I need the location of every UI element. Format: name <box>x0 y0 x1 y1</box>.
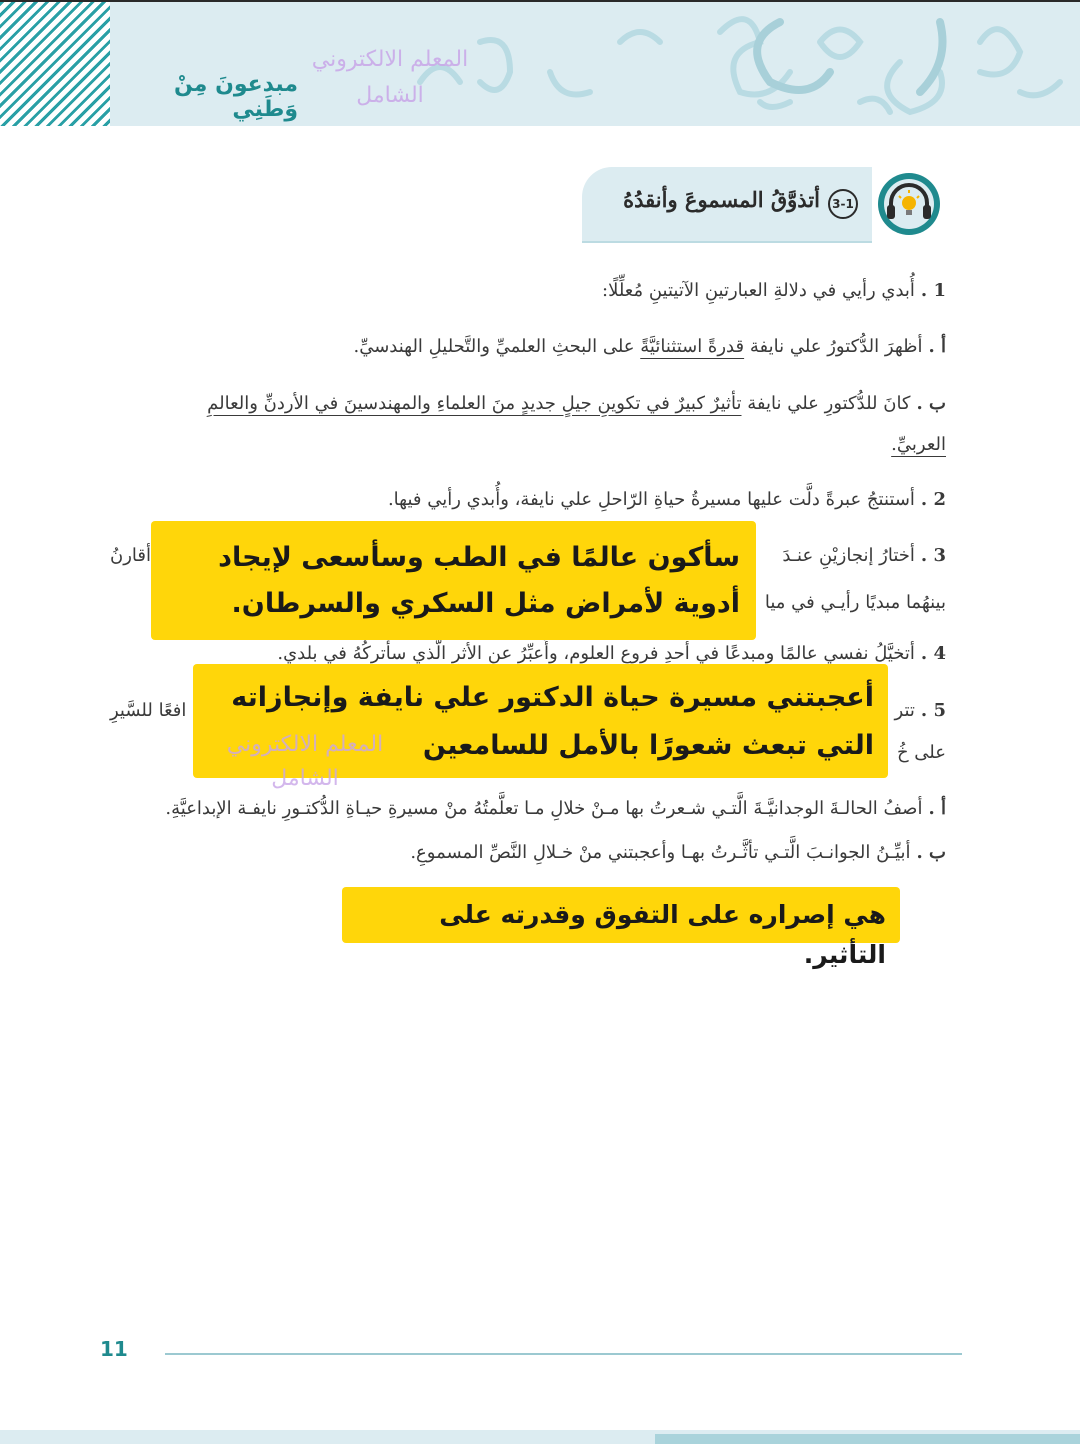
item-text: أظهرَ الدُّكتورُ علي نايفة <box>744 336 923 357</box>
question-3-end: أقارنُ <box>110 545 152 566</box>
question-5a <box>165 798 946 819</box>
question-number: 5 . <box>920 700 946 721</box>
watermark-line: الشامل <box>356 83 424 108</box>
question-5b <box>410 842 946 863</box>
question-text: أُبدي رأيي في دلالةِ العبارتينِ الآتيتينِ مُعلِّلًا: <box>602 280 915 301</box>
answer-box-1: سأكون عالمًا في الطب وسأسعى لإيجاد أدوية لأمراض مثل السكري والسرطان. <box>151 521 756 640</box>
question-number: 3 . <box>920 545 946 566</box>
question-text: أختارُ إنجازيْنِ عنـدَ <box>782 545 915 566</box>
watermark-line: المعلم الالكتروني <box>311 47 469 72</box>
underlined-phrase: قدرةً استثنائيَّةً <box>640 336 745 357</box>
answer-box-2: أعجبتني مسيرة حياة الدكتور علي نايفة وإنجازاته التي تبعث شعورًا بالأمل للسامعين <box>193 664 888 778</box>
answer-box-3: هي إصراره على التفوق وقدرته على التأثير. <box>342 887 900 943</box>
page-number: 11 <box>100 1337 128 1361</box>
question-4 <box>277 643 946 664</box>
watermark-line: الشامل <box>271 766 339 791</box>
item-label: ب . <box>916 393 946 414</box>
item-label: أ . <box>928 798 946 819</box>
headphones-lightbulb-icon <box>876 171 942 237</box>
question-3-line2: بينهُما مبديًا رأيـي في ميا <box>764 592 946 613</box>
footer-rule <box>165 1353 962 1355</box>
section-icon-box <box>872 167 946 243</box>
question-number: 4 . <box>920 643 946 664</box>
question-text: أستنتجُ عبرةً دلَّت عليها مسيرةُ حياةِ الرّاحلِ علي نايفة، وأُبدي رأيي فيها. <box>387 489 915 510</box>
question-text: تتر <box>894 700 915 721</box>
item-label: ب . <box>916 842 946 863</box>
question-3 <box>782 545 946 566</box>
item-text: أبيِّـنُ الجوانـبَ الَّتـي تأثَّـرتُ بهـا وأعجبتني منْ خـلالِ النَّصِّ المسموعِ. <box>410 842 911 863</box>
question-5 <box>895 700 946 721</box>
watermark <box>210 728 400 796</box>
underlined-phrase: العربيِّ. <box>891 434 946 455</box>
watermark <box>290 42 490 114</box>
question-2 <box>388 489 946 510</box>
question-5-line2: على خُ <box>896 742 946 763</box>
underlined-phrase: تأثيرٌ كبيرٌ في تكوينِ جيلٍ جديدٍ منَ العلماءِ والمهندسينَ في الأردنِّ والعالمِ <box>207 393 742 414</box>
item-text: أصفُ الحالـةَ الوجدانيَّـةَ الَّتـي شـعرتُ بها مـنْ خلالِ مـا تعلَّمتُهُ منْ مسيرةِ حيـاةِ الدُّكتـورِ نايفـة الإبداعيَّةِ. <box>165 798 923 819</box>
header-band <box>0 2 1080 126</box>
section-header <box>582 167 946 243</box>
item-label: أ . <box>928 336 946 357</box>
bottom-bar-accent <box>655 1434 1080 1444</box>
question-text: أتخيَّلُ نفسي عالمًا ومبدعًا في أحدِ فروعِ العلومِ، وأُعبِّرُ عنِ الأثرِ الّذي سأتركُهُ في بلدي. <box>277 643 915 664</box>
question-number: 1 . <box>920 280 946 301</box>
stripe-pattern <box>0 2 110 126</box>
question-1 <box>602 280 946 301</box>
unit-title: مبدعونَ مِنْ وَطَنِي <box>174 72 298 122</box>
section-number: 3-1 <box>828 189 858 219</box>
question-1b <box>110 393 946 414</box>
item-text: على البحثِ العلميِّ والتَّحليلِ الهندسيِّ. <box>353 336 641 357</box>
watermark-line: المعلم الالكتروني <box>226 732 384 757</box>
question-number: 2 . <box>920 489 946 510</box>
question-1b-line2 <box>891 434 946 455</box>
question-1a <box>353 336 946 357</box>
question-5-end: افعًا للسَّيرِ <box>110 700 187 721</box>
section-title: أتذوَّقُ المسموعَ وأنقدُهُ <box>623 187 820 212</box>
item-text: كانَ للدُّكتورِ علي نايفة <box>741 393 911 414</box>
